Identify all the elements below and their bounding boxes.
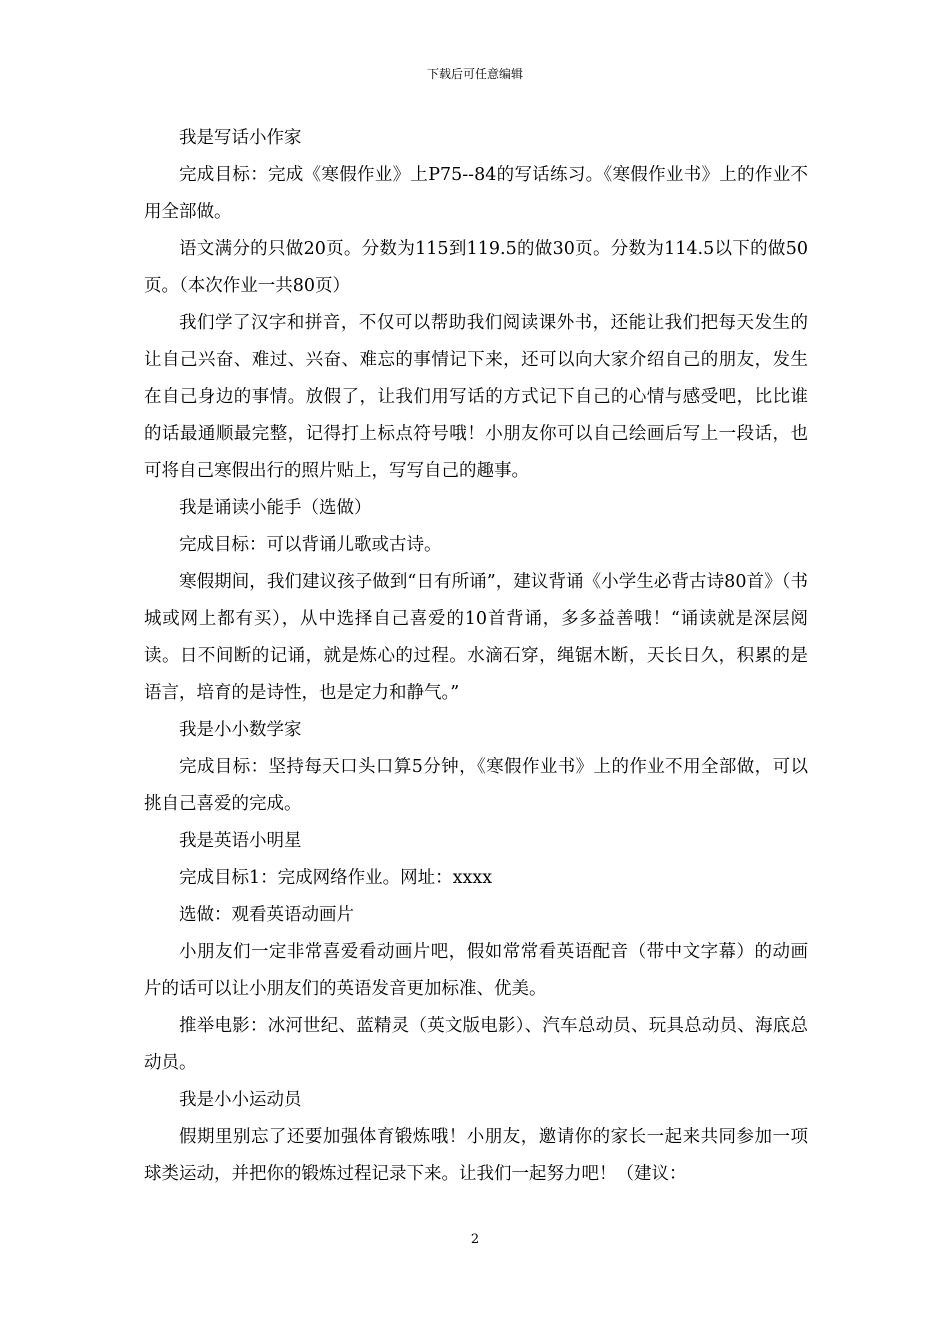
paragraph: 完成目标1：完成网络作业。网址：xxxx [179, 868, 493, 888]
paragraph: 完成目标：可以背诵儿歌或古诗。 [179, 535, 442, 555]
heading-english: 我是英语小明星 [179, 831, 302, 851]
paragraph: 推举电影：冰河世纪、蓝精灵（英文版电影）、汽车总动员、玩具总动员、海底总动员。 [144, 1016, 808, 1073]
heading-sports: 我是小小运动员 [179, 1090, 302, 1110]
document-body [144, 120, 808, 1193]
paragraph: 假期里别忘了还要加强体育锻炼哦！小朋友，邀请你的家长一起来共同参加一项球类运动，并把你的锻炼过程记录下来。让我们一起努力吧！（建议： [144, 1127, 808, 1184]
heading-writing: 我是写话小作家 [179, 128, 302, 148]
paragraph: 小朋友们一定非常喜爱看动画片吧，假如常常看英语配音（带中文字幕）的动画片的话可以让小朋友们的英语发音更加标准、优美。 [144, 942, 808, 999]
paragraph: 语文满分的只做20页。分数为115到119.5的做30页。分数为114.5以下的做50页。（本次作业一共80页） [144, 239, 808, 296]
paragraph: 寒假期间，我们建议孩子做到“日有所诵”，建议背诵《小学生必背古诗80首》（书城或网上都有买），从中选择自己喜爱的10首背诵，多多益善哦！“诵读就是深层阅读。日不间断的记诵，就是炼心的过程。水滴石穿，绳锯木断，天长日久，积累的是语言，培育的是诗性，也是定力和静气。” [144, 572, 808, 703]
paragraph: 选做：观看英语动画片 [179, 905, 354, 925]
paragraph: 完成目标：完成《寒假作业》上P75--84的写话练习。《寒假作业书》上的作业不用全部做。 [144, 165, 808, 222]
heading-recitation: 我是诵读小能手（选做） [179, 498, 372, 518]
paragraph: 我们学了汉字和拼音，不仅可以帮助我们阅读课外书，还能让我们把每天发生的让自己兴奋、难过、兴奋、难忘的事情记下来，还可以向大家介绍自己的朋友，发生在自己身边的事情。放假了，让我们用写话的方式记下自己的心情与感受吧，比比谁的话最通顺最完整，记得打上标点符号哦！小朋友你可以自己绘画后写上一段话，也可将自己寒假出行的照片贴上，写写自己的趣事。 [144, 313, 808, 481]
heading-math: 我是小小数学家 [179, 720, 302, 740]
page-header: 下载后可任意编辑 [426, 67, 523, 81]
paragraph: 完成目标：坚持每天口头口算5分钟，《寒假作业书》上的作业不用全部做，可以挑自己喜爱的完成。 [144, 757, 808, 814]
page-number: 2 [470, 1232, 480, 1247]
